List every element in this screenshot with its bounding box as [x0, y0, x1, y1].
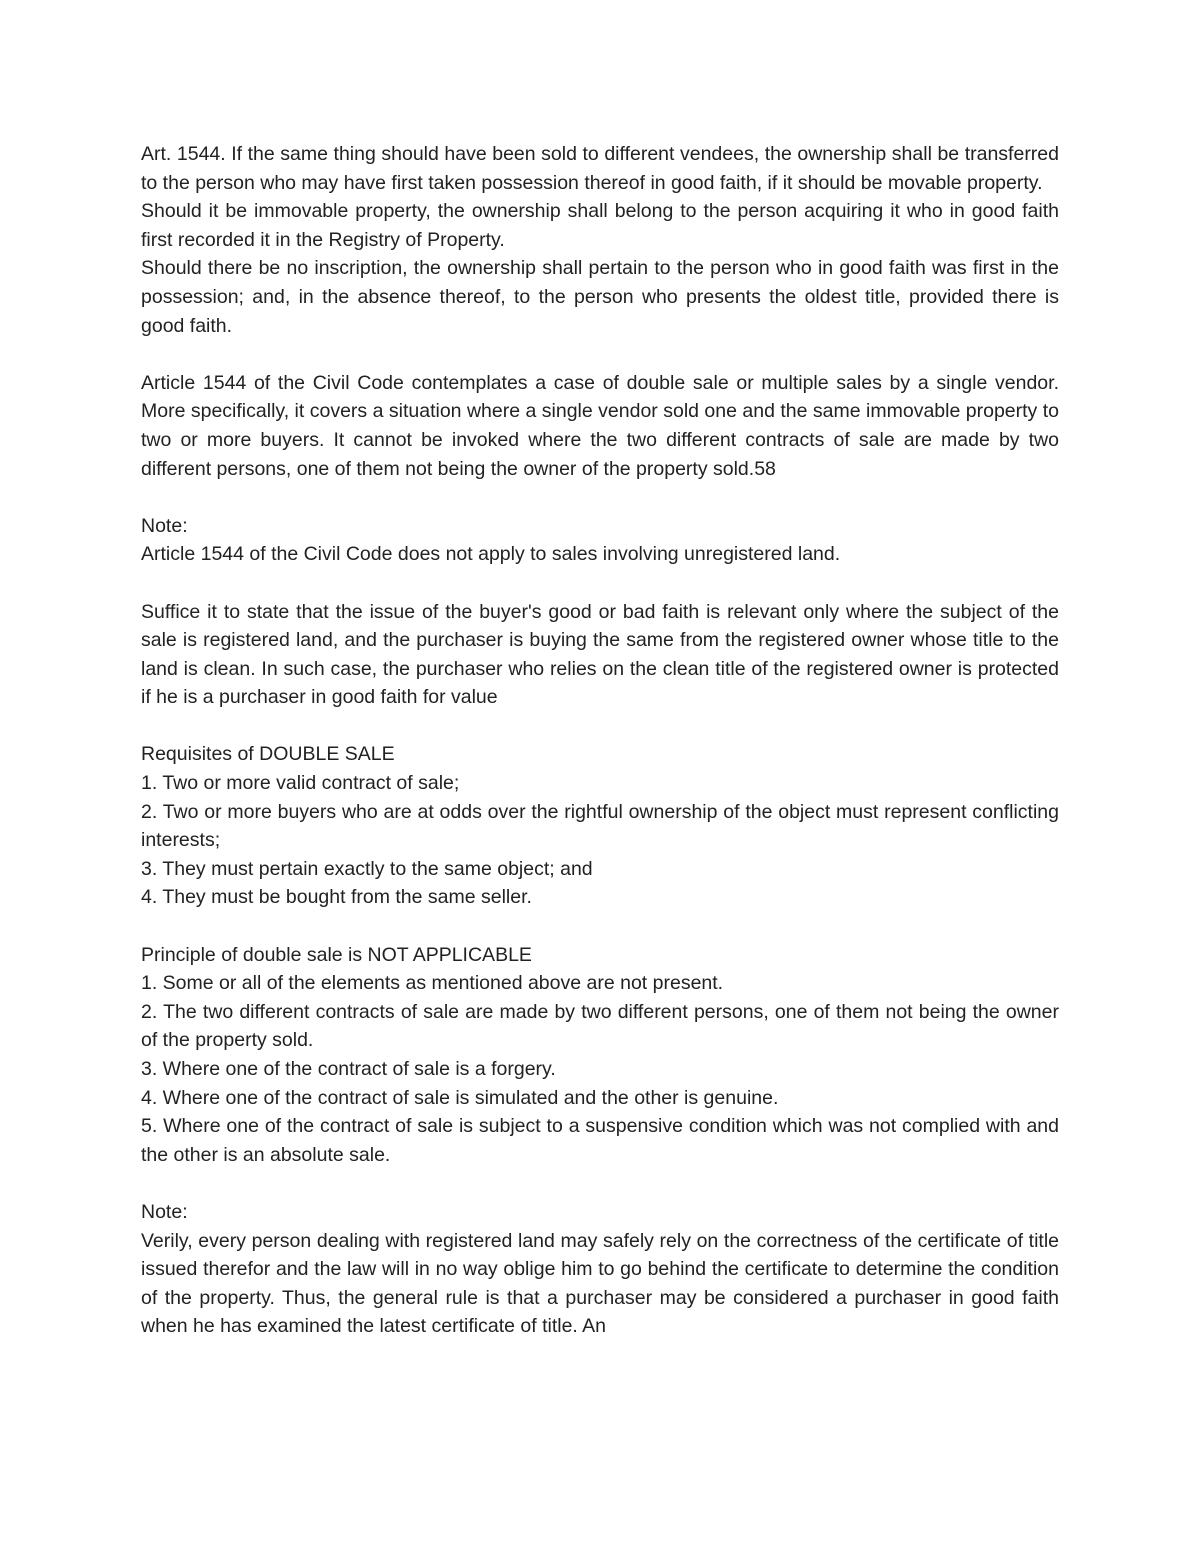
- art1544-paragraph-2: Should it be immovable property, the ownership shall belong to the person acquiring it who in good faith first recorded it in the Registry of Property.: [141, 200, 1059, 251]
- not-applicable-item-4: 4. Where one of the contract of sale is simulated and the other is genuine.: [141, 1086, 779, 1109]
- not-applicable-heading: Principle of double sale is NOT APPLICABLE: [141, 943, 532, 966]
- spacer: [141, 340, 1059, 369]
- not-applicable-item-2: 2. The two different contracts of sale are made by two different persons, one of them not being the owner of the property sold.: [141, 1000, 1059, 1052]
- suffice-paragraph: Suffice it to state that the issue of the buyer's good or bad faith is relevant only where the subject of the sale is registered land, and the purchaser is buying the same from the registered owner whose title to the land is clean. In such case, the purchaser who relies on the clean title of the registered owner is protected if he is a purchaser in good faith for value: [141, 600, 1059, 709]
- spacer: [141, 1169, 1059, 1198]
- spacer: [141, 483, 1059, 512]
- note-text: Article 1544 of the Civil Code does not apply to sales involving unregistered land.: [141, 543, 841, 566]
- note-label: Note:: [141, 1200, 188, 1223]
- note-label: Note:: [141, 514, 188, 537]
- requisites-item-1: 1. Two or more valid contract of sale;: [141, 772, 460, 795]
- spacer: [141, 569, 1059, 598]
- requisites-item-4: 4. They must be bought from the same seller.: [141, 886, 532, 909]
- requisites-item-2: 2. Two or more buyers who are at odds over the rightful ownership of the object must represent conflicting interests;: [141, 800, 1059, 852]
- not-applicable-item-1: 1. Some or all of the elements as mentioned above are not present.: [141, 972, 724, 995]
- spacer: [141, 912, 1059, 941]
- spacer: [141, 712, 1059, 741]
- art1544-paragraph-1: Art. 1544. If the same thing should have been sold to different vendees, the ownership shall be transferred to the person who may have first taken possession thereof in good faith, if it should be movable property.: [141, 143, 1059, 194]
- commentary-paragraph: Article 1544 of the Civil Code contemplates a case of double sale or multiple sales by a single vendor. More specifically, it covers a situation where a single vendor sold one and the same immovable property to two or more buyers. It cannot be invoked where the two different contracts of sale are made by two different persons, one of them not being the owner of the property sold.58: [141, 371, 1059, 480]
- art1544-paragraph-3: Should there be no inscription, the ownership shall pertain to the person who in good faith was first in the possession; and, in the absence thereof, to the person who presents the oldest title, provided there is good faith.: [141, 257, 1059, 337]
- document-page: [141, 140, 1059, 1341]
- not-applicable-item-5: 5. Where one of the contract of sale is subject to a suspensive condition which was not complied with and the other is an absolute sale.: [141, 1115, 1059, 1166]
- requisites-item-3: 3. They must pertain exactly to the same object; and: [141, 857, 593, 880]
- not-applicable-item-3: 3. Where one of the contract of sale is a forgery.: [141, 1058, 556, 1080]
- requisites-heading: Requisites of DOUBLE SALE: [141, 743, 395, 766]
- note-text: Verily, every person dealing with registered land may safely rely on the correctness of the certificate of title issued therefor and the law will in no way oblige him to go behind the certificate to determine the condition of the property. Thus, the general rule is that a purchaser may be considered a purchaser in good faith when he has examined the latest certificate of title. An: [141, 1229, 1059, 1338]
